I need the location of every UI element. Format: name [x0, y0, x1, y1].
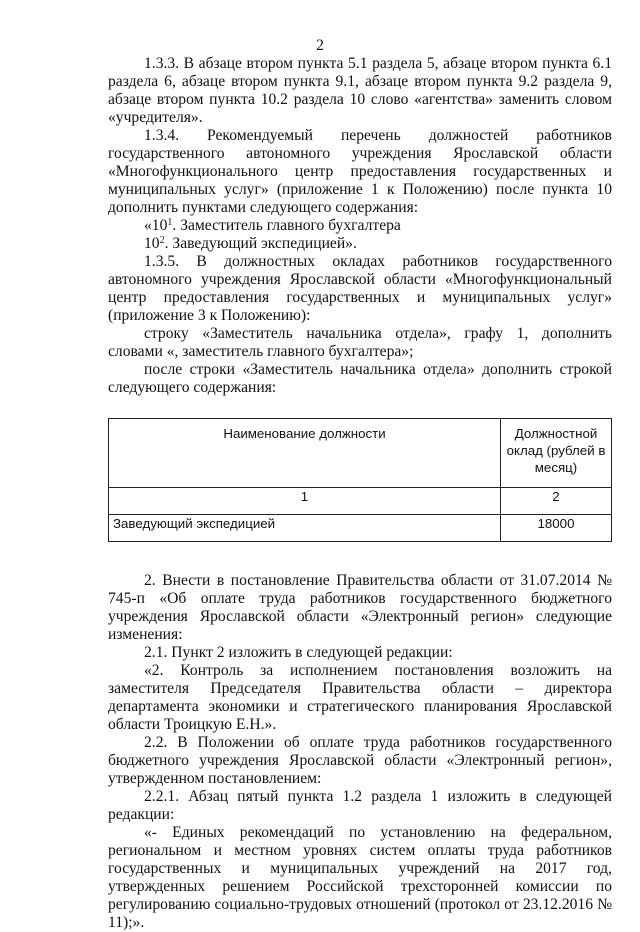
paragraph-2-2: 2.2. В Положении об оплате труда работников государственного бюджетного учреждения Ярославской области «Электронный регион», утвержденном постановлением:	[108, 734, 612, 787]
paragraph-1-3-3: 1.3.3. В абзаце втором пункта 5.1 раздела 5, абзаце втором пункта 6.1 раздела 6, абзаце втором пункта 9.1, абзаце втором пункта 9.2 раздела 9, абзаце втором пункта 10.2 раздела 10 слово «агентства» заменить словом «учредителя».	[108, 55, 612, 126]
table-column-numbers-row	[109, 488, 612, 515]
paragraph-2: 2. Внести в постановление Правительства области от 31.07.2014 № 745-п «Об оплате труда работников государственного бюджетного учреждения Ярославской области «Электронный регион» следующие изменения:	[108, 572, 612, 643]
paragraph-row-add: после строки «Заместитель начальника отдела» дополнить строкой следующего содержания:	[108, 361, 612, 396]
salary-table	[108, 418, 612, 542]
table-row	[109, 515, 612, 542]
table-header-row	[109, 419, 612, 488]
list-item-10-1	[108, 217, 612, 235]
paragraph-2-2-1-quote: «- Единых рекомендаций по установлению на федеральном, региональном и местном уровнях систем оплаты труда работников государственных и муниципальных учреждений на 2017 год, утвержденных решением Российской трехсторонней комиссии по регулированию социально-трудовых отношений (протокол от 23.12.2016 № 11);».	[108, 824, 612, 931]
column-number-1: 1	[109, 488, 501, 515]
paragraph-2-1: 2.1. Пункт 2 изложить в следующей редакции:	[144, 644, 453, 661]
document-body	[108, 55, 612, 932]
item-text: . Заместитель главного бухгалтера	[172, 217, 401, 234]
item-superscript: 1	[167, 217, 173, 228]
paragraph-1-3-5: 1.3.5. В должностных окладах работников государственного автономного учреждения Ярославской области «Многофункциональный центр предоставления государственных и муниципальных услуг» (приложение 3 к Положению):	[108, 253, 612, 324]
list-item-10-2	[108, 235, 612, 253]
paragraph-row-amend: строку «Заместитель начальника отдела», графу 1, дополнить словами «, заместитель главного бухгалтера»;	[108, 325, 612, 360]
header-position-name: Наименование должности	[109, 419, 501, 488]
salary-cell: 18000	[501, 515, 612, 542]
paragraph-2-2-1: 2.2.1. Абзац пятый пункта 1.2 раздела 1 изложить в следующей редакции:	[108, 788, 612, 823]
paragraph-1-3-4: 1.3.4. Рекомендуемый перечень должностей работников государственного автономного учреждения Ярославской области «Многофункционального центр предоставления государственных и муниципальных услуг» (приложение 1 к Положению) после пункта 10 дополнить пунктами следующего содержания:	[108, 127, 612, 216]
paragraph-2-1-quote: «2. Контроль за исполнением постановления возложить на заместителя Председателя Правительства области – директора департамента экономики и стратегического планирования Ярославской области Троицкую Е.Н.».	[108, 662, 612, 733]
item-prefix: «10	[144, 217, 168, 234]
item-text: . Заведующий экспедицией».	[164, 235, 357, 252]
header-salary: Должностной оклад (рублей в месяц)	[501, 419, 612, 488]
page-number: 2	[316, 37, 324, 54]
position-name-cell: Заведующий экспедицией	[109, 515, 501, 542]
item-prefix: 10	[144, 235, 160, 252]
item-superscript: 2	[159, 235, 165, 246]
column-number-2: 2	[501, 488, 612, 515]
